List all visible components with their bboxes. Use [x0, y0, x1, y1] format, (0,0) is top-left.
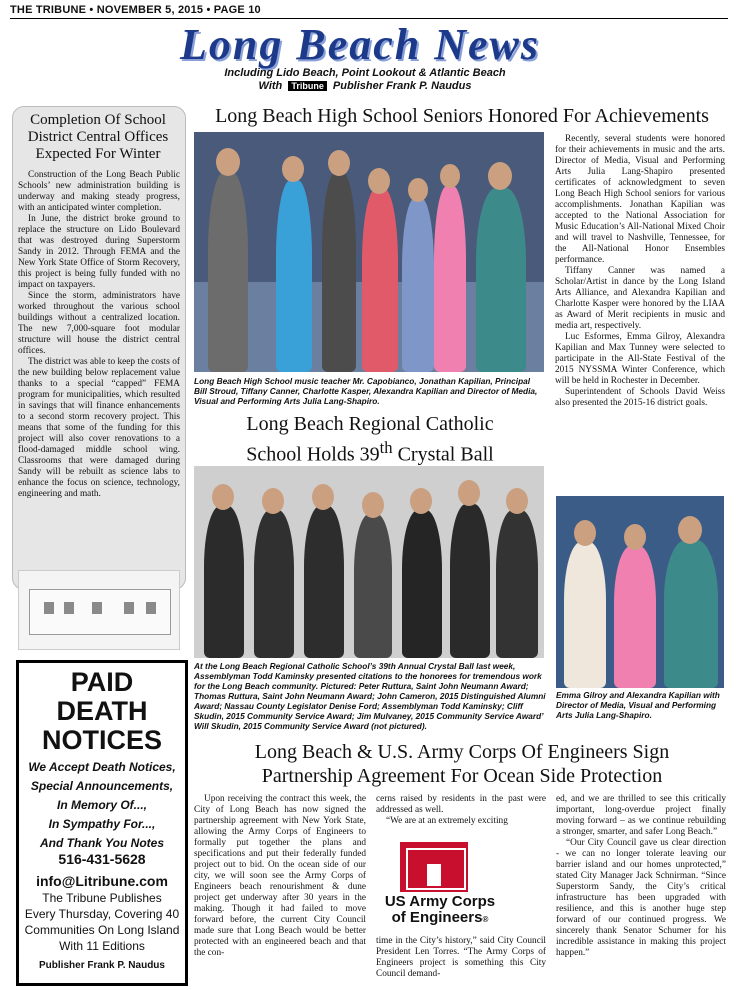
left-story-headline: Completion Of School District Central Offices Expected For Winter [27, 112, 169, 162]
crystal-ball-caption: At the Long Beach Regional Catholic School’s 39th Annual Crystal Ball last week, Assemblyman Todd Kaminsky presented citations to the honorees for tremendous work for the Long Beach community. Pictured: Peter Ruttura, Saint John Neumann Award; Thomas Ruttura, Saint John Neumann Award; John Cameron, 2015 Distinguished Alumni Award; Nassau County Legislator Denise Ford; Assemblyman Todd Kaminsky; Cliff Skudin, 2015 Community Service Award; Jim Mulvaney, 2015 Community Service Award’ Will Skudin, 2015 Community Service Award (not pictured). [194, 661, 546, 731]
person [476, 188, 526, 372]
catholic-headline-sup: th [379, 438, 393, 457]
army-column-3 [556, 794, 726, 959]
crystal-ball-photo [194, 466, 544, 658]
building-window [44, 602, 54, 614]
ad-service-line: In Sympathy For..., [48, 817, 156, 831]
catholic-headline-post: Crystal Ball [392, 443, 494, 466]
catholic-headline-pre: School Holds 39 [246, 443, 380, 466]
ad-email: info@Litribune.com [36, 873, 168, 889]
person [276, 180, 312, 372]
building-photo [18, 570, 180, 650]
wordmark-line1: US Army Corps [384, 893, 496, 910]
modular-building [29, 589, 171, 635]
seniors-paragraph: Superintendent of Schools David Weiss also presented the 2015-16 district goals. [555, 387, 725, 408]
wordmark-line2-text: of Engineers [391, 909, 483, 926]
building-window [92, 602, 102, 614]
catholic-headline-line2 [192, 436, 548, 467]
person [322, 172, 356, 372]
person [304, 506, 344, 658]
person-head [678, 516, 702, 544]
ad-publisher: Publisher Frank P. Naudus [39, 960, 165, 971]
page-header-line: THE TRIBUNE • NOVEMBER 5, 2015 • PAGE 10 [10, 4, 261, 16]
ad-title-line: DEATH [56, 696, 148, 726]
army-headline-line2: Partnership Agreement For Ocean Side Protection [261, 765, 663, 787]
left-story-paragraph: In June, the district broke ground to replace the structure on Lido Boulevard that was destroyed during Superstorm Sandy in 2012. Through FEMA and the New York State Office of Storm Recovery, this project is being fully funded with no impact on taxpayers. [18, 214, 180, 290]
person-head [362, 492, 384, 518]
seniors-paragraph: Tiffany Canner was named a Scholar/Artist in dance by the Long Island Arts Alliance, and Alexandra Kapilian and Charlotte Kasper were honored by the LIAA as Award of Merit recipients in music and media art, respectively. [555, 266, 725, 331]
ad-phone: 516-431-5628 [58, 851, 146, 867]
person-head [262, 488, 284, 514]
person-head [410, 488, 432, 514]
person-head [216, 148, 240, 176]
person [402, 198, 434, 372]
wordmark-line2 [380, 910, 500, 928]
army-paragraph: “Our City Council gave us clear direction - we can no longer tolerate leaving our barrier island and our homes unprotected,” stated City Manager Jack Schnirman. “Since Superstorm Sandy, the City’s critical infrastructure has been upgraded with resilience, and this is another huge step forward of our continued progress. We sincerely thank Senator Schumer for his incredible assistance in making this project happen.” [556, 838, 726, 958]
left-story-paragraph: Since the storm, administrators have worked throughout the various school buildings without a centralized location. The new 7,000-square foot modular structure will house the district central offices. [18, 291, 180, 356]
person [664, 540, 718, 688]
army-headline [192, 740, 732, 788]
person-head [574, 520, 596, 546]
ad-service-line: In Memory Of..., [56, 798, 147, 812]
person-head [282, 156, 304, 182]
seniors-story-body [555, 134, 725, 409]
ad-title [16, 668, 188, 755]
left-story-paragraph: Construction of the Long Beach Public Schools’ new administration building is underway and making steady progress, with an anticipated winter completion. [18, 170, 180, 213]
publisher-with: With [258, 80, 283, 92]
building-window [64, 602, 74, 614]
person [362, 188, 398, 372]
masthead-subhead: Including Lido Beach, Point Lookout & Atlantic Beach [224, 67, 506, 79]
seniors-photo-caption: Long Beach High School music teacher Mr. Capobianco, Jonathan Kapilian, Principal Bill Stroud, Tiffany Canner, Charlotte Kasper, Alexandra Kapilian and Director of Media, Visual and Performing Arts Julia Lang-Shapiro. [194, 376, 538, 406]
person-head [312, 484, 334, 510]
army-paragraph: cerns raised by residents in the past were addressed as well. [376, 794, 546, 815]
side-seniors-photo [556, 496, 724, 688]
army-paragraph: time in the City’s history,” said City Council President Len Torres. “The Army Corps of Engineers project is something this City Council demand- [376, 936, 546, 979]
army-column-2-bottom [376, 936, 546, 980]
ad-info-line: With 11 Editions [59, 939, 145, 953]
ad-info-line: The Tribune Publishes [42, 891, 162, 905]
person [434, 186, 466, 372]
person-head [624, 524, 646, 550]
ad-contact [16, 848, 188, 892]
seniors-paragraph: Recently, several students were honored for their achievements in music and the arts. Director of Media, Visual and Performing Arts Julia Lang-Shapiro presented certificates of acknowledgment to seven Long Beach High School seniors for various accomplishments. Jonathan Kapilian was accepted to the National Association for Music Education’s All-National Mixed Choir and will travel to Nashville, Tennessee, for the All-National Honor Ensembles performance. [555, 134, 725, 265]
ad-service-line: We Accept Death Notices, [28, 760, 176, 774]
ad-title-line: NOTICES [41, 725, 162, 755]
army-quote: “We are at an extremely exciting [386, 816, 508, 826]
ad-info-line: Every Thursday, Covering 40 [24, 907, 180, 921]
person-head [440, 164, 460, 188]
left-story-paragraph: The district was able to keep the costs of the new building below replacement value thanks to a special “capped” FEMA program for municipalities, which resulted in savings that will finance enhancements to a second storm recovery project. This means that some of the funding for this project will also cover renovations to a flood-damaged middle school wing. Classrooms that were damaged during Sandy will be rebuilt as science labs to enhance the focus on science, technology, engineering and math. [18, 357, 180, 499]
person [208, 172, 248, 372]
building-window [146, 602, 156, 614]
army-column-2-top [376, 794, 546, 827]
person [614, 546, 656, 688]
ad-title-line: PAID [70, 667, 134, 697]
person-head [506, 488, 528, 514]
masthead-publisher [150, 80, 580, 92]
person-head [488, 162, 512, 190]
person-head [368, 168, 390, 194]
army-corps-castle-logo [400, 842, 468, 892]
left-story-body [18, 170, 180, 500]
person-head [212, 484, 234, 510]
army-column-1 [194, 794, 366, 959]
ad-info-line: Communities On Long Island [24, 923, 180, 937]
ad-services [16, 758, 188, 853]
army-paragraph: ed, and we are thrilled to see this critically important, long-overdue project finally moving forward – as we continue rebuilding a stronger, smarter, and safer Long Beach.” [556, 794, 726, 837]
person [204, 506, 244, 658]
person-head [458, 480, 480, 506]
person [450, 504, 490, 658]
header-rule [10, 18, 728, 19]
castle-gate [427, 864, 441, 886]
ad-service-line: And Thank You Notes [39, 836, 164, 850]
seniors-photo [194, 132, 544, 372]
building-window [124, 602, 134, 614]
tribune-logo: Tribune [288, 81, 327, 91]
person-head [328, 150, 350, 176]
side-photo-caption: Emma Gilroy and Alexandra Kapilian with Director of Media, Visual and Performing Arts Julia Lang-Shapiro. [556, 690, 720, 720]
person [402, 510, 442, 658]
seniors-headline: Long Beach High School Seniors Honored For Achievements [215, 105, 709, 127]
army-paragraph: Upon receiving the contract this week, the City of Long Beach has now signed the partnership agreement with New York State, allowing the Army Corps of Engineers to formally put together the plans and specifications and put their federally funded project out to bid. On the ocean side of our city, we will soon see the Army Corps of Engineers beach renourishment & dune project get underway after 30 years in the making. Though it had failed to move forward before, the current City Council made sure that Long Beach would be better protected with an engineered beach and that the con- [194, 794, 366, 958]
army-headline-line1: Long Beach & U.S. Army Corps Of Engineers Sign [254, 741, 670, 763]
seniors-paragraph: Luc Esformes, Emma Gilroy, Alexandra Kapilian and Max Tunney were selected to participate in the All-State Festival of the 2015 NYSSMA Winter Conference, which will be held in Rochester in December. [555, 332, 725, 386]
publisher-name: Publisher Frank P. Naudus [332, 80, 472, 92]
army-corps-wordmark [380, 894, 500, 928]
person [254, 510, 294, 658]
person [496, 510, 538, 658]
person-head [408, 178, 428, 202]
catholic-headline [192, 412, 548, 467]
registered-mark: ® [482, 915, 489, 924]
ad-info [16, 890, 188, 954]
masthead-title: Long Beach News [180, 20, 540, 69]
ad-service-line: Special Announcements, [30, 779, 174, 793]
person [564, 542, 606, 688]
catholic-headline-line1: Long Beach Regional Catholic [246, 413, 494, 435]
person [354, 514, 392, 658]
